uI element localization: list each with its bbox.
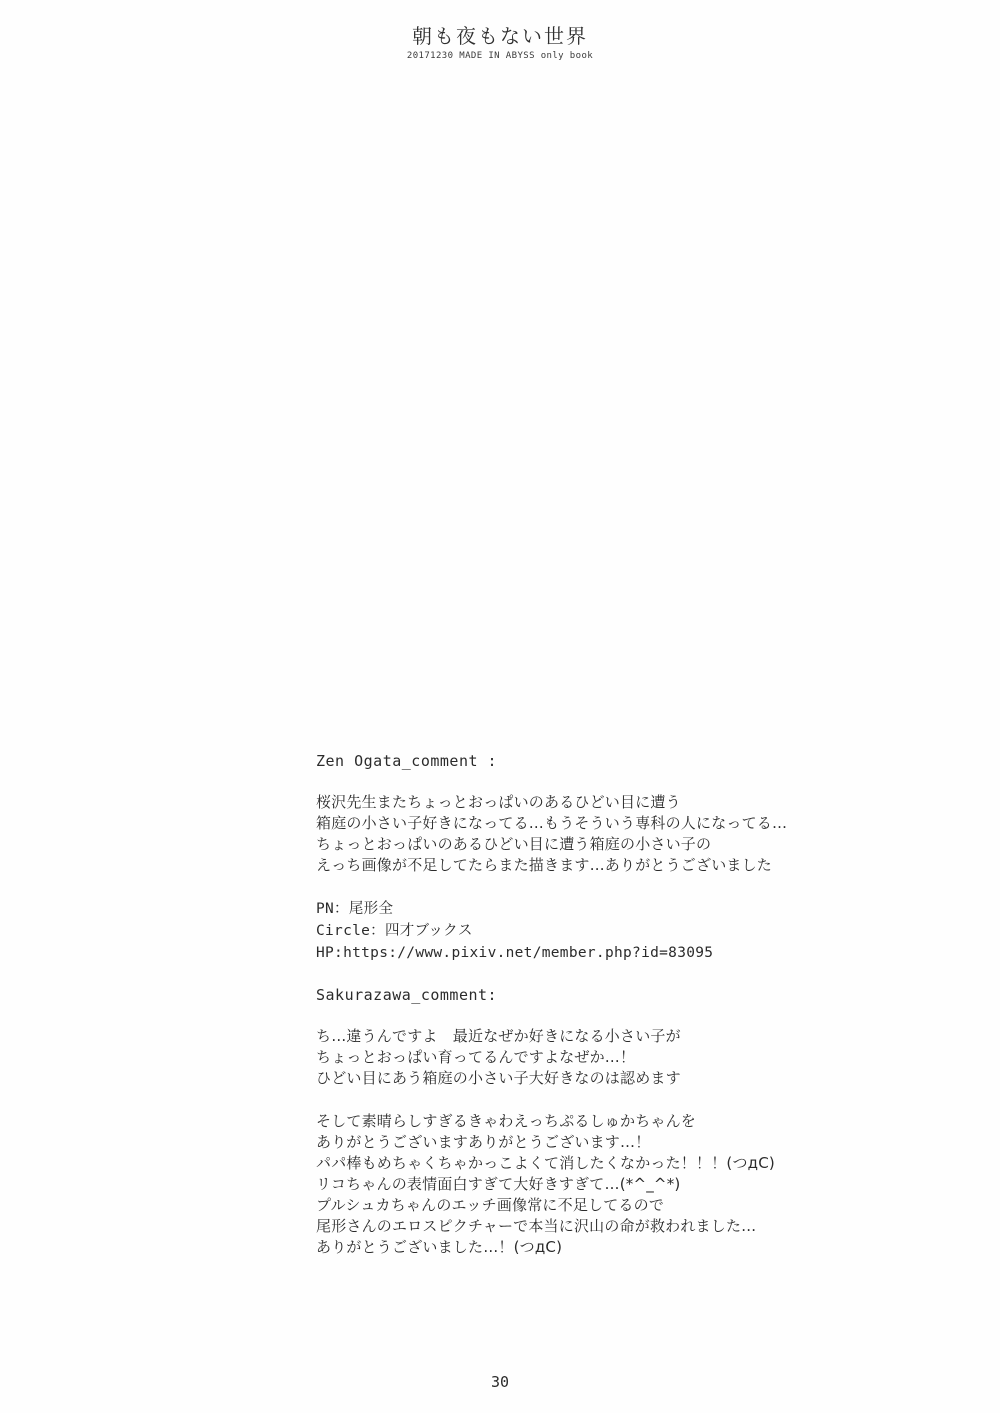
text-line: ありがとうございました…！(つдC)	[316, 1238, 563, 1256]
book-subtitle: 20171230 MADE IN ABYSS only book	[406, 51, 594, 61]
sakurazawa-paragraph-1	[316, 1026, 936, 1089]
sakurazawa-paragraph-2	[316, 1111, 936, 1258]
text-line: そして素晴らしすぎるきゃわえっちぷるしゅかちゃんを	[316, 1112, 697, 1130]
page-header	[0, 24, 1000, 61]
text-line: 箱庭の小さい子好きになってる…もうそういう専科の人になってる…	[316, 814, 788, 832]
text-line: 桜沢先生またちょっとおっぱいのあるひどい目に遭う	[316, 793, 681, 811]
text-line: 尾形さんのエロスピクチャーで本当に沢山の命が救われました…	[316, 1217, 757, 1235]
text-line: プルシュカちゃんのエッチ画像常に不足してるので	[316, 1196, 665, 1214]
credit-circle: Circle：四才ブックス	[316, 923, 473, 939]
sakurazawa-comment-heading: Sakurazawa_comment:	[316, 986, 498, 1004]
text-line: ありがとうございますありがとうございます…！	[316, 1133, 651, 1151]
credit-pen-name: PN：尾形全	[316, 901, 394, 917]
text-line: リコちゃんの表情面白すぎて大好きすぎて…(*^_^*)	[316, 1175, 681, 1193]
text-line: ち…違うんですよ 最近なぜか好きになる小さい子が	[316, 1027, 681, 1045]
book-title: 朝も夜もない世界	[412, 24, 588, 48]
ogata-comment-paragraph	[316, 792, 936, 876]
credit-homepage-url[interactable]: HP:https://www.pixiv.net/member.php?id=83095	[316, 945, 714, 961]
text-line: ちょっとおっぱい育ってるんですよなぜか…！	[316, 1048, 636, 1066]
text-line: えっち画像が不足してたらまた描きます…ありがとうございました	[316, 856, 773, 874]
text-line: パパ棒もめちゃくちゃかっこよくて消したくなかった！！！(つдC)	[316, 1154, 775, 1172]
page-number: 30	[490, 1373, 510, 1391]
text-line: ちょっとおっぱいのあるひどい目に遭う箱庭の小さい子の	[316, 835, 712, 853]
ogata-comment-heading: Zen Ogata_comment :	[316, 752, 498, 770]
afterword-body	[316, 752, 936, 1258]
text-line: ひどい目にあう箱庭の小さい子大好きなのは認めます	[316, 1069, 681, 1087]
ogata-credits	[316, 898, 936, 964]
